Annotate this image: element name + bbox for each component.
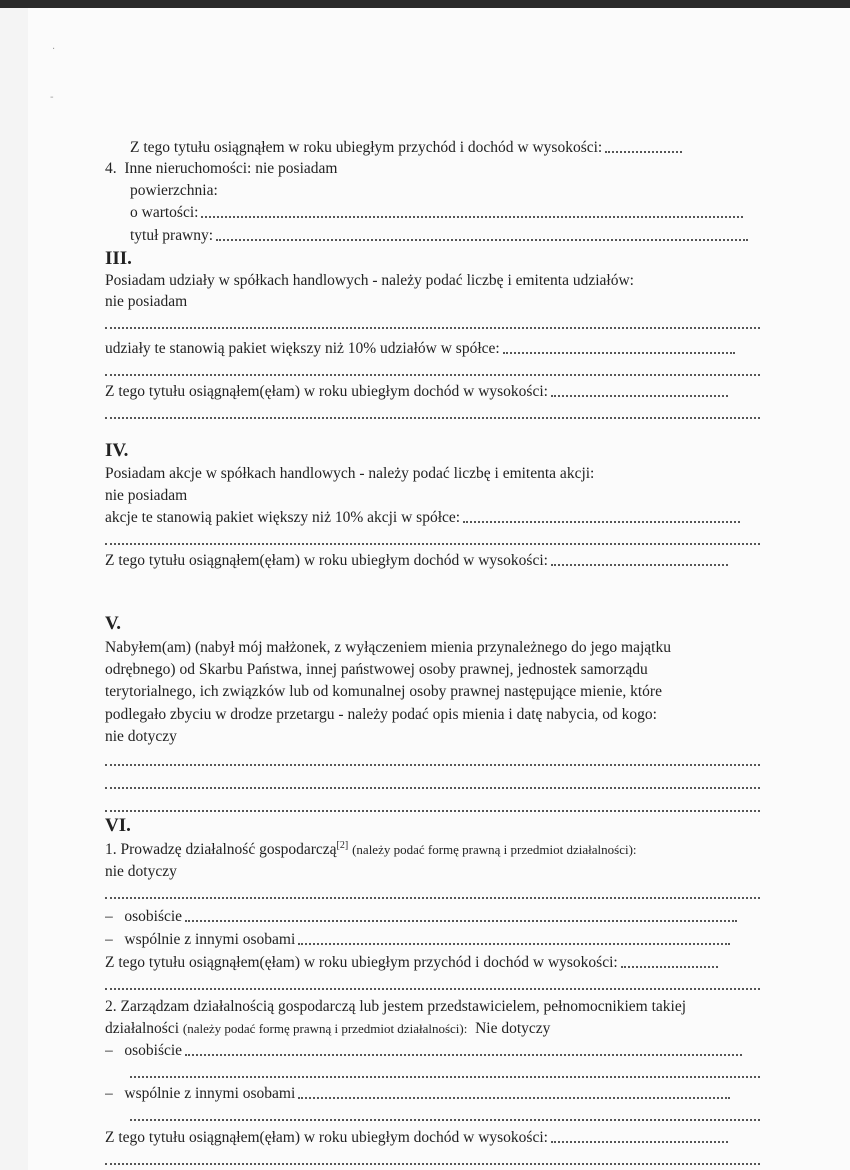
section-6-p1-personally: – osobiście [105, 907, 760, 927]
dotted-line [130, 1063, 760, 1083]
section-6-p1-income: Z tego tytułu osiągnąłem(ęłam) w roku ubiegłym przychód i dochód w wysokości: [105, 953, 760, 973]
dotted-line [105, 404, 760, 424]
section-3-pakiet: udziały te stanowią pakiet większy niż 10% udziałów w spółce: [105, 339, 760, 359]
section-6-point-2-line-2: działalności (należy podać formę prawną i przedmiot działalności): Nie dotyczy [105, 1020, 551, 1037]
section-6-p2-jointly: – wspólnie z innymi osobami [105, 1084, 760, 1104]
dotted-line [105, 797, 760, 817]
dotted-line [105, 361, 760, 381]
section-5-line-4: podlegało zbyciu w drodze przetargu - należy podać opis mienia i datę nabycia, od kogo: [105, 706, 657, 723]
dotted-line [105, 774, 760, 794]
section-3-text: Posiadam udziały w spółkach handlowych - należy podać liczbę i emitenta udziałów: [105, 272, 634, 289]
dotted-line [105, 884, 760, 904]
section-6-p2-personally: – osobiście [105, 1041, 760, 1061]
section-3-heading: III. [105, 248, 132, 269]
section-6-point-2-line-1: 2. Zarządzam działalnością gospodarczą lub jestem przedstawicielem, pełnomocnikiem takiej [105, 998, 687, 1015]
dotted-line [130, 1106, 760, 1126]
area-label: powierzchnia: [130, 182, 218, 199]
section-6-p2-income: Z tego tytułu osiągnąłem(ęłam) w roku ubiegłym dochód w wysokości: [105, 1128, 760, 1148]
income-line: Z tego tytułu osiągnąłem w roku ubiegłym przychód i dochód w wysokości: [130, 138, 760, 158]
section-5-line-2: odrębnego) od Skarbu Państwa, innej państwowej osoby prawnej, jednostek samorządu [105, 661, 648, 678]
section-4-income: Z tego tytułu osiągnąłem(ęłam) w roku ubiegłym dochód w wysokości: [105, 551, 760, 571]
section-6-p1-answer: nie dotyczy [105, 863, 177, 880]
dotted-line [105, 1150, 760, 1170]
section-6-p1-jointly: – wspólnie z innymi osobami [105, 930, 760, 950]
section-4-answer: nie posiadam [105, 487, 188, 504]
dotted-line [105, 751, 760, 771]
scan-speck: - [50, 92, 54, 103]
value-field: o wartości: [130, 203, 760, 223]
dotted-line [105, 530, 760, 550]
scan-speck: · [52, 44, 56, 55]
section-6-heading: VI. [105, 815, 131, 836]
section-5-line-3: terytorialnego, ich związków lub od komunalnej osoby prawnej następujące mienie, które [105, 683, 662, 700]
section-4-heading: IV. [105, 440, 129, 461]
section-4-text: Posiadam akcje w spółkach handlowych - należy podać liczbę i emitenta akcji: [105, 465, 595, 482]
section-3-income: Z tego tytułu osiągnąłem(ęłam) w roku ubiegłym dochód w wysokości: [105, 382, 760, 402]
section-4-pakiet: akcje te stanowią pakiet większy niż 10% akcji w spółce: [105, 508, 760, 528]
section-3-answer: nie posiadam [105, 293, 188, 310]
section-5-answer: nie dotyczy [105, 728, 177, 745]
title-field: tytuł prawny: [130, 226, 760, 246]
item-4: 4. Inne nieruchomości: nie posiadam [105, 160, 338, 177]
section-6-point-1: 1. Prowadzę działalność gospodarczą[2] (należy podać formę prawną i przedmiot działalności): [105, 840, 637, 858]
section-5-line-1: Nabyłem(am) (nabył mój małżonek, z wyłączeniem mienia przynależnego do jego majątku [105, 639, 671, 656]
section-5-heading: V. [105, 613, 122, 634]
dotted-line [105, 975, 760, 995]
dotted-line [105, 314, 760, 334]
scan-top-edge [0, 0, 850, 8]
